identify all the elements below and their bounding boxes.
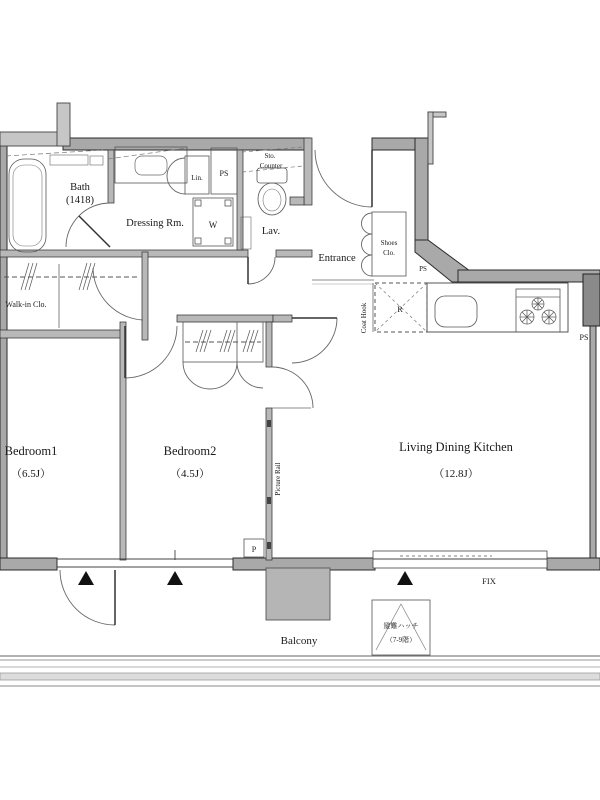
entrance-label: Entrance (318, 253, 356, 264)
bedroom2-size-label: （4.5J） (169, 468, 211, 480)
balcony-label: Balcony (280, 635, 318, 647)
walk-in-closet-fixtures (4, 263, 140, 290)
ps-label-dressing: PS (219, 169, 229, 178)
bedroom2-door-arc (272, 367, 313, 408)
fix-window (373, 551, 547, 568)
dressing-label: Dressing Rm. (126, 218, 184, 229)
balcony-pillar (266, 568, 330, 620)
ps-shaft-block (583, 274, 600, 326)
wic-door-arc (93, 268, 143, 320)
shoes-closet-label2: Clo. (383, 249, 395, 257)
window-marker-icon (167, 571, 183, 585)
ldk-size-label: （12.8J） (433, 468, 479, 480)
bath-label: Bath (70, 182, 90, 193)
lav-door-arc (248, 257, 275, 284)
washer-label: W (208, 220, 218, 230)
kitchen-counter (427, 283, 568, 332)
hatch-label1: 避難ハッチ (383, 622, 419, 630)
counter-label: Counter (259, 162, 283, 170)
ldk-label: Living Dining Kitchen (399, 440, 513, 454)
bath-shelf (50, 155, 88, 165)
coat-hook-label: Coat Hook (360, 302, 368, 334)
bedroom2-label: Bedroom2 (163, 444, 217, 458)
picture-rail-label: Picture Rail (274, 462, 282, 496)
dressing-fixtures (108, 147, 237, 246)
window-markers (78, 571, 413, 585)
linen-label: Lin. (191, 174, 203, 182)
window-marker-icon (397, 571, 413, 585)
hatch-label2: （7-9階） (385, 636, 417, 644)
entrance-door-arc (315, 150, 372, 207)
fix-label: FIX (482, 576, 496, 586)
bedroom1-size-label: （6.5J） (10, 468, 52, 480)
bath-size-label: (1418) (66, 195, 94, 206)
storage-label: Sto. (264, 152, 276, 160)
ldk-door-arc (292, 318, 337, 363)
ps-label-entrance: PS (419, 265, 427, 273)
balcony-railing (0, 656, 600, 686)
ps-label-kitchen: PS (579, 333, 589, 342)
pipe-label: P (251, 545, 257, 554)
lav-label: Lav. (261, 226, 281, 237)
bedroom1-label: Bedroom1 (4, 444, 58, 458)
interior-walls (0, 138, 312, 560)
bedroom2-closet (183, 322, 263, 389)
bedroom1-door-arc (125, 326, 177, 378)
window-marker-icon (78, 571, 94, 585)
bath-door-leaf (79, 216, 110, 247)
bathtub (9, 159, 46, 252)
wic-label: Walk-in Clo. (5, 300, 47, 309)
fridge-label: R (397, 305, 403, 314)
vanity (115, 147, 187, 183)
toilet-tank (257, 168, 287, 183)
shoes-closet-label1: Shoes (380, 239, 398, 247)
vanity-sink (135, 156, 167, 175)
toilet-bowl (258, 183, 286, 215)
entrance-fixtures (312, 212, 406, 284)
